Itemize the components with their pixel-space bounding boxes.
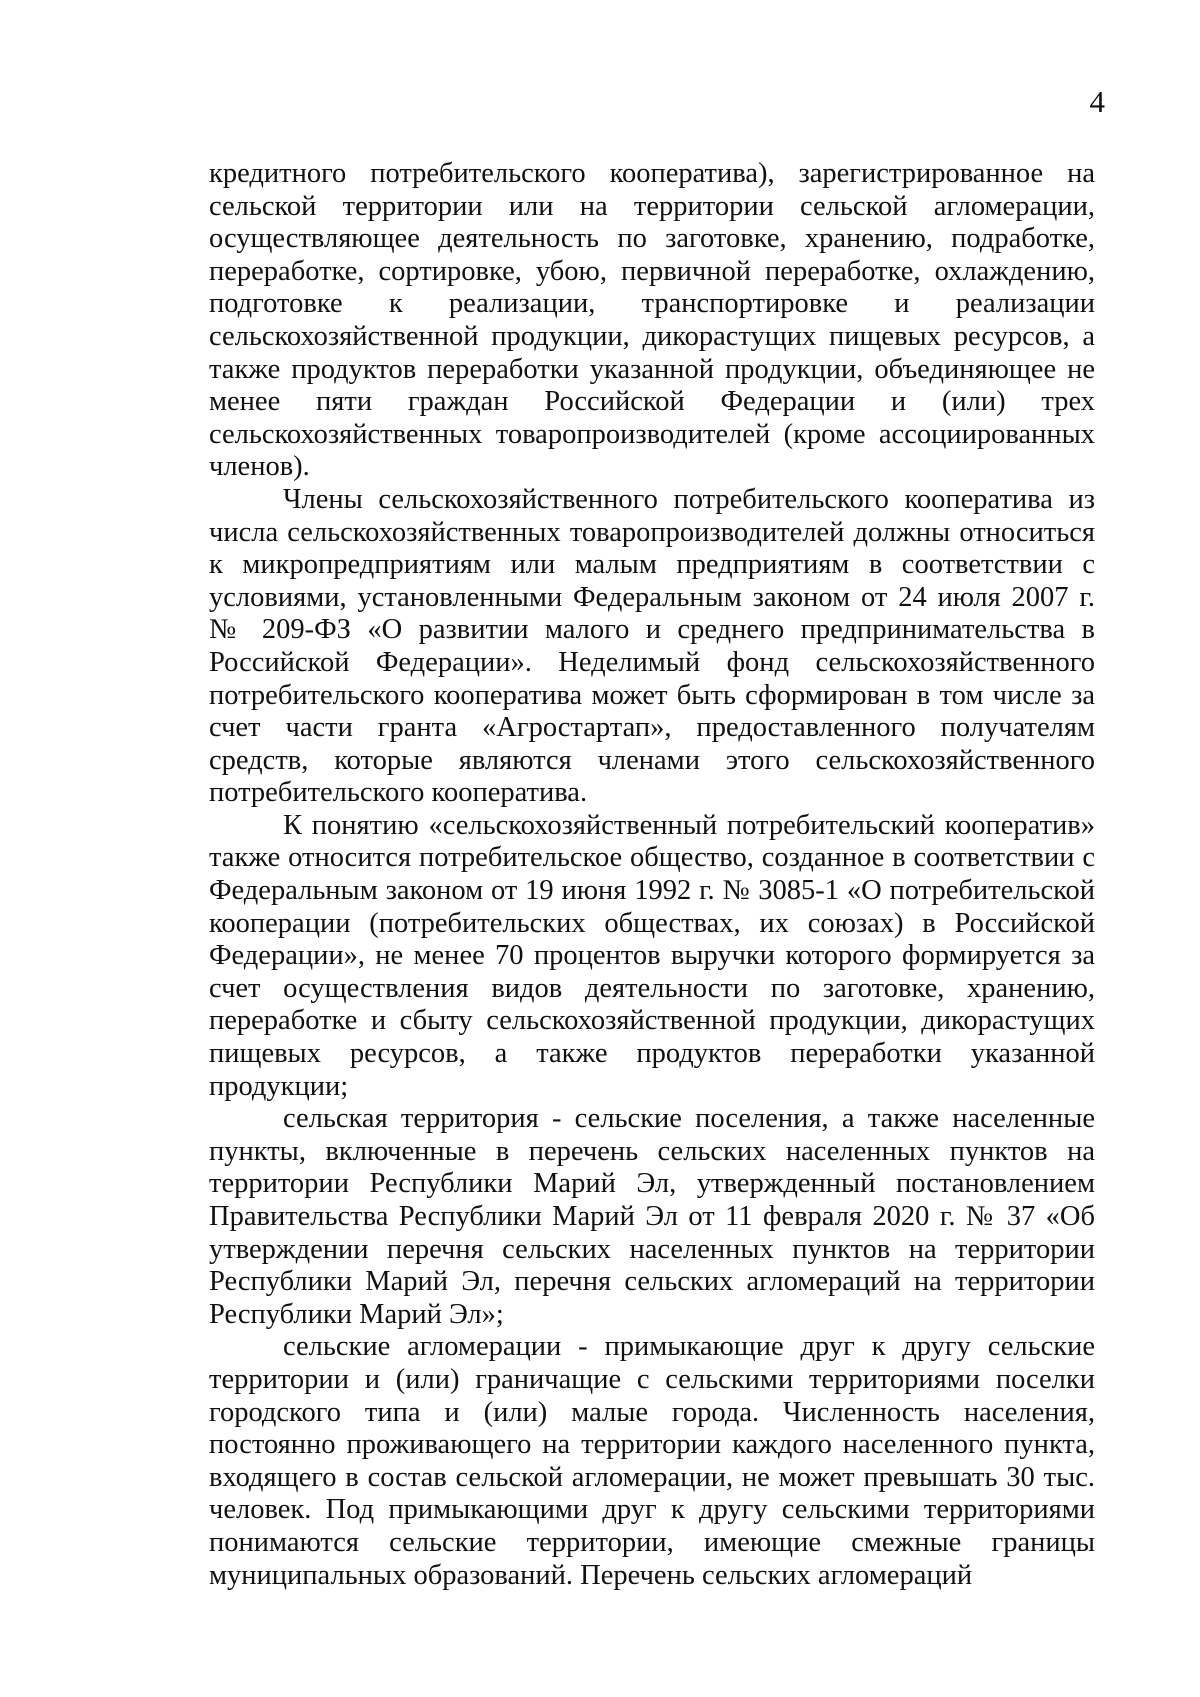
paragraph: сельская территория - сельские поселения, а также населенные пункты, включенные в перечень сельских населенных пунктов на территории Республики Марий Эл, утвержденный постановлением Правительства Республики Марий Эл от 11 февраля 2020 г. № 37 «Об утверждении перечня сельских населенных пунктов на территории Республики Марий Эл, перечня сельских агломераций на территории Республики Марий Эл»; xyxy=(209,1103,1095,1330)
paragraph: кредитного потребительского кооператива), зарегистрированное на сельской территории или на территории сельской агломерации, осуществляющее деятельность по заготовке, хранению, подработке, переработке, сортировке, убою, первичной переработке, охлаждению, подготовке к реализации, транспортировке и реализации сельскохозяйственной продукции, дикорастущих пищевых ресурсов, а также продуктов переработки указанной продукции, объединяющее не менее пяти граждан Российской Федерации и (или) трех сельскохозяйственных товаропроизводителей (кроме ассоциированных членов). xyxy=(209,158,1095,483)
paragraph: К понятию «сельскохозяйственный потребительский кооператив» также относится потребительское общество, созданное в соответствии с Федеральным законом от 19 июня 1992 г. № 3085-1 «О потребительской кооперации (потребительских обществах, их союзах) в Российской Федерации», не менее 70 процентов выручки которого формируется за счет осуществления видов деятельности по заготовке, хранению, переработке и сбыту сельскохозяйственной продукции, дикорастущих пищевых ресурсов, а также продуктов переработки указанной продукции; xyxy=(209,809,1095,1102)
page-number: 4 xyxy=(1089,84,1105,119)
paragraph: сельские агломерации - примыкающие друг к другу сельские территории и (или) граничащие с сельскими территориями поселки городского типа и (или) малые города. Численность населения, постоянно проживающего на территории каждого населенного пункта, входящего в состав сельской агломерации, не может превышать 30 тыс. человек. Под примыкающими друг к другу сельскими территориями понимаются сельские территории, имеющие смежные границы муниципальных образований. Перечень сельских агломераций xyxy=(209,1331,1095,1591)
document-body xyxy=(209,158,1095,1592)
paragraph: Члены сельскохозяйственного потребительского кооператива из числа сельскохозяйственных товаропроизводителей должны относиться к микропредприятиям или малым предприятиям в соответствии с условиями, установленными Федеральным законом от 24 июля 2007 г. № 209-ФЗ «О развитии малого и среднего предпринимательства в Российской Федерации». Неделимый фонд сельскохозяйственного потребительского кооператива может быть сформирован в том числе за счет части гранта «Агростартап», предоставленного получателям средств, которые являются членами этого сельскохозяйственного потребительского кооператива. xyxy=(209,483,1095,809)
